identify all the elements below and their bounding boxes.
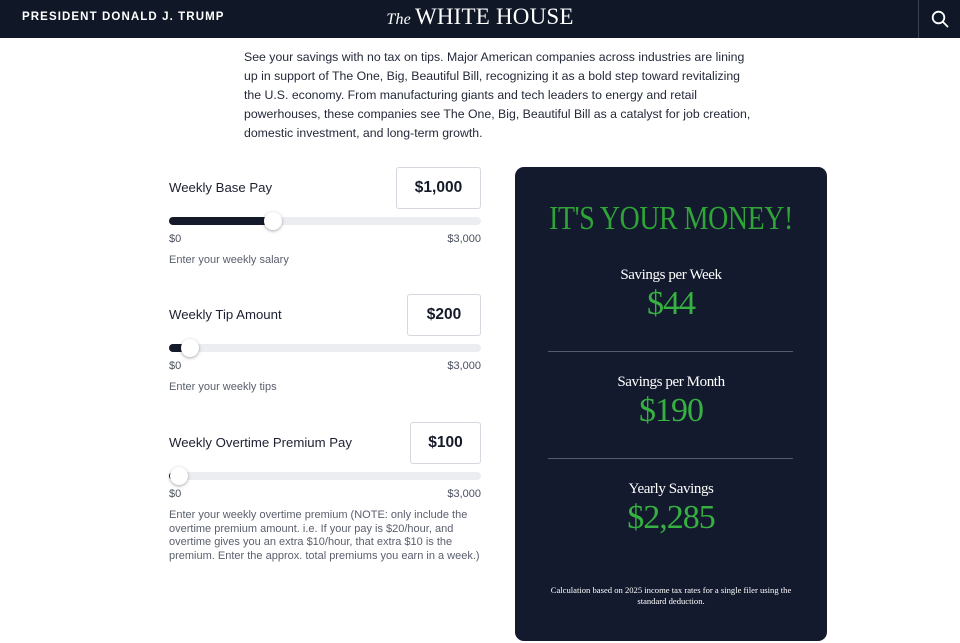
- tips-slider-thumb[interactable]: [181, 339, 199, 357]
- savings-card-title: IT'S YOUR MONEY!: [549, 200, 793, 237]
- overtime-label: Weekly Overtime Premium Pay: [169, 435, 352, 450]
- base-pay-slider-fill: [169, 217, 273, 225]
- logo-the: The: [386, 11, 411, 28]
- overtime-input[interactable]: $100: [410, 422, 481, 464]
- calculation-footnote: Calculation based on 2025 income tax rates for a single filer using the standard deduction.: [550, 585, 792, 606]
- base-pay-label: Weekly Base Pay: [169, 180, 273, 195]
- top-nav-bar: [0, 0, 960, 38]
- week-savings-label: Savings per Week: [620, 267, 722, 283]
- base-pay-max: $3,000: [447, 233, 481, 245]
- tips-min: $0: [169, 360, 182, 372]
- search-button[interactable]: [918, 0, 960, 38]
- overtime-slider-thumb[interactable]: [170, 467, 188, 485]
- overtime-help: Enter your weekly overtime premium (NOTE: only include the overtime premium amount. i.e. If your pay is $20/hour, and overtime gives you an extra $10/hour, that extra $10 is the premium. Enter the approx. total premiums you earn in a week.): [169, 509, 480, 562]
- tips-input[interactable]: $200: [407, 294, 481, 336]
- card-divider-2: [548, 458, 793, 459]
- search-icon: [931, 10, 949, 28]
- base-pay-slider[interactable]: [169, 217, 481, 225]
- yearly-savings-value: $2,285: [627, 499, 715, 536]
- tips-slider[interactable]: [169, 344, 481, 352]
- base-pay-input[interactable]: $1,000: [396, 167, 481, 209]
- base-pay-min: $0: [169, 233, 182, 245]
- logo-main: WHITE HOUSE: [414, 4, 574, 29]
- president-link[interactable]: PRESIDENT DONALD J. TRUMP: [22, 11, 225, 23]
- card-divider-1: [548, 351, 793, 352]
- overtime-min: $0: [169, 488, 182, 500]
- savings-card: [515, 167, 827, 641]
- base-pay-help: Enter your weekly salary: [169, 254, 289, 266]
- yearly-savings-label: Yearly Savings: [628, 481, 714, 497]
- overtime-max: $3,000: [447, 488, 481, 500]
- tips-help: Enter your weekly tips: [169, 381, 277, 393]
- tips-max: $3,000: [447, 360, 481, 372]
- month-savings-value: $190: [639, 392, 703, 429]
- week-savings-value: $44: [647, 285, 695, 322]
- overtime-slider[interactable]: [169, 472, 481, 480]
- tips-label: Weekly Tip Amount: [169, 307, 282, 322]
- month-savings-label: Savings per Month: [617, 374, 725, 390]
- intro-paragraph: See your savings with no tax on tips. Major American companies across industries are lining up in support of The One, Big, Beautiful Bill, recognizing it as a bold step toward revitalizing the U.S. economy. From manufacturing giants and tech leaders to energy and retail powerhouses, these companies see The One, Big, Beautiful Bill as a catalyst for job creation, domestic investment, and long-term growth.: [244, 50, 751, 140]
- base-pay-slider-thumb[interactable]: [264, 212, 282, 230]
- white-house-logo[interactable]: [0, 4, 960, 30]
